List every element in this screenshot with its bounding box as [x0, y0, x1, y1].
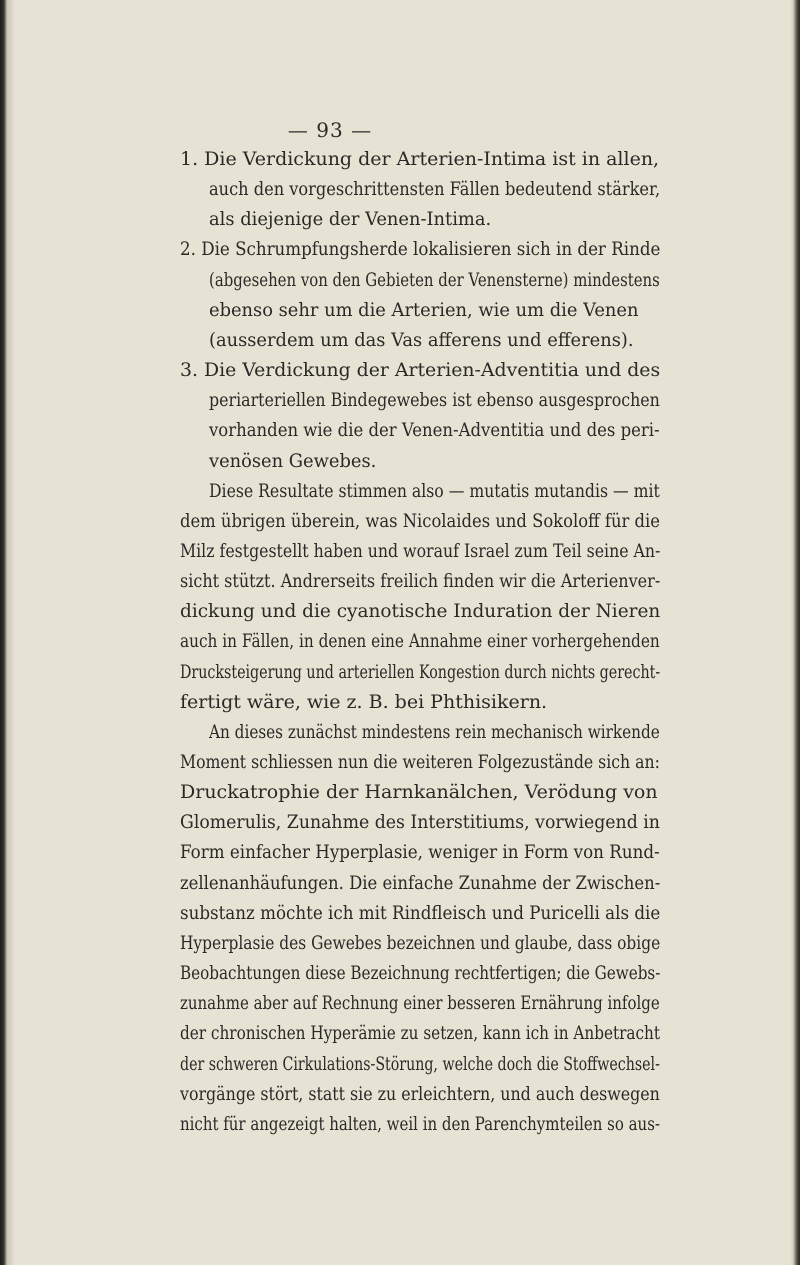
text-line: fertigt wäre, wie z. B. bei Phthisikern. — [180, 691, 548, 713]
text-line: der schweren Cirkulations-Störung, welche doch die Stoffwechsel- — [180, 1053, 660, 1075]
text-line: dem übrigen überein, was Nicolaides und Sokoloff für die — [180, 510, 660, 532]
text-line: dickung und die cyanotische Induration der Nieren — [180, 600, 661, 622]
text-line: Glomerulis, Zunahme des Interstitiums, vorwiegend in — [180, 811, 660, 833]
text-line: der chronischen Hyperämie zu setzen, kann ich in Anbetracht — [180, 1022, 660, 1044]
text-line: sicht stützt. Andrerseits freilich finden wir die Arterienver- — [180, 570, 661, 592]
text-line: Druckatrophie der Harnkanälchen, Verödung von — [180, 781, 658, 803]
text-line: 3. Die Verdickung der Arterien-Adventitia und des — [180, 359, 661, 381]
text-line: An dieses zunächst mindestens rein mechanisch wirkende — [209, 721, 660, 743]
text-line: ebenso sehr um die Arterien, wie um die Venen — [209, 299, 639, 321]
text-line: venösen Gewebes. — [209, 450, 377, 472]
text-line: vorhanden wie die der Venen-Adventitia und des peri- — [209, 419, 660, 441]
text-line: periarteriellen Bindegewebes ist ebenso ausgesprochen — [209, 389, 660, 411]
text-line: (ausserdem um das Vas afferens und efferens). — [209, 329, 634, 351]
text-line: Drucksteigerung und arteriellen Kongestion durch nichts gerecht- — [180, 661, 661, 683]
text-line: Milz festgestellt haben und worauf Israel zum Teil seine An- — [180, 540, 661, 562]
text-line: substanz möchte ich mit Rindfleisch und Puricelli als die — [180, 902, 661, 924]
text-line: zunahme aber auf Rechnung einer besseren Ernährung infolge — [180, 992, 660, 1014]
text-line: vorgänge stört, statt sie zu erleichtern, und auch deswegen — [180, 1083, 660, 1105]
text-line: auch den vorgeschrittensten Fällen bedeutend stärker, — [209, 178, 661, 200]
text-line: Hyperplasie des Gewebes bezeichnen und glaube, dass obige — [180, 932, 661, 954]
text-line: (abgesehen von den Gebieten der Venensterne) mindestens — [209, 269, 660, 291]
text-line: zellenanhäufungen. Die einfache Zunahme der Zwischen- — [180, 872, 661, 894]
text-line: auch in Fällen, in denen eine Annahme einer vorhergehenden — [180, 630, 660, 652]
text-line: Form einfacher Hyperplasie, weniger in Form von Rund- — [180, 841, 660, 863]
text-line: nicht für angezeigt halten, weil in den Parenchymteilen so aus- — [180, 1113, 660, 1135]
text-line: als diejenige der Venen-Intima. — [209, 208, 492, 230]
text-line: Moment schliessen nun die weiteren Folgezustände sich an: — [180, 751, 660, 773]
page-number: — 93 — — [287, 118, 373, 142]
text-line: 2. Die Schrumpfungsherde lokalisieren sich in der Rinde — [180, 238, 661, 260]
text-line: Diese Resultate stimmen also — mutatis mutandis — mit — [209, 480, 660, 502]
text-line: Beobachtungen diese Bezeichnung rechtfertigen; die Gewebs- — [180, 962, 661, 984]
text-line: 1. Die Verdickung der Arterien-Intima ist in allen, — [180, 148, 660, 170]
